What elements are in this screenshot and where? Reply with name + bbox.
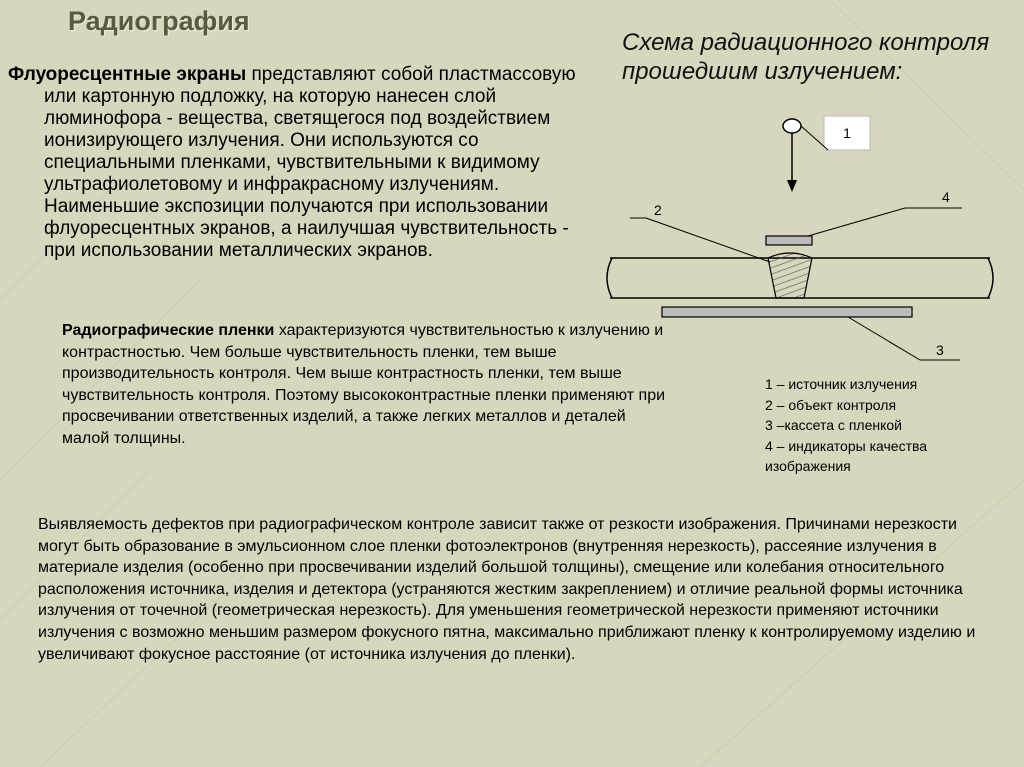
quality-indicator-plate — [766, 236, 812, 245]
leader-line-4 — [808, 208, 905, 236]
object-left-break — [607, 258, 612, 298]
arrow-head-icon — [787, 180, 797, 192]
paragraph-fluorescent-screens — [8, 64, 593, 262]
diagram-label-4: 4 — [942, 189, 950, 205]
legend-item: 2 – объект контроля — [765, 396, 897, 413]
leader-line-2 — [646, 218, 770, 262]
legend-item: 1 – источник излучения — [765, 376, 918, 392]
term-fluorescent-screens: Флуоресцентные экраны — [8, 64, 247, 85]
diagram-label-2: 2 — [654, 202, 662, 218]
leader-line-3 — [848, 317, 920, 360]
legend-item: 4 – индикаторы качества изображения — [765, 437, 928, 474]
term-radiographic-films: Радиографические пленки — [62, 322, 275, 339]
legend-item: 3 –кассета с пленкой — [765, 417, 902, 433]
weld-seam — [768, 253, 812, 298]
paragraph-1-text: представляют собой пластмассовую или картонную подложку, на которую нанесен слой люминофора - вещества, светящегося под воздействием ионизирующего излучения. Они используются со специальными пленками, чувствительными к видимому ультрафиолетовому и инфракрасному излучениям. Наименьшие экспозиции получаются при использовании флуоресцентных экранов, а наилучшая чувствительность - при использовании металлических экранов. — [44, 64, 576, 261]
object-right-break — [988, 258, 993, 298]
diagram-label-3: 3 — [936, 342, 944, 358]
diagram-label-1: 1 — [843, 125, 851, 141]
scheme-title: Схема радиационного контроля прошедшим излучением: — [622, 29, 990, 85]
paragraph-2-text: характеризуются чувствительностью к излучению и контрастностью. Чем больше чувствительность пленки, тем выше производительность контроля. Чем выше контрастность пленки, тем выше чувствительность контроля. Поэтому высококонтрастные пленки применяют при просвечивании ответственных изделий, а также легких металлов и деталей малой толщины. — [62, 322, 666, 447]
paragraph-sharpness: Выявляемость дефектов при радиографическом контроле зависит также от резкости изображения. Причинами нерезкости могут быть образование в эмульсионном слое пленки фотоэлектронов (внутренняя нерезкость), рассеяние излучения в материале изделия (особенно при просвечивании изделий большой толщины), смещение или колебания относительного расположения источника, изделия и детектора (устраняются жестким закреплением) и отличие реальной формы источника излучения от точечной (геометрическая нерезкость). Для уменьшения геометрической нерезкости применяют источники излучения с возможно меньшим размером фокусного пятна, максимально приближают пленку к контролируемому изделию и увеличивают фокусное расстояние (от источника излучения до пленки). — [38, 516, 976, 663]
diagram-legend — [765, 374, 1005, 477]
slide-title: Радиография — [68, 6, 250, 36]
radiation-control-diagram — [590, 110, 1010, 370]
film-cassette — [662, 307, 912, 317]
radiation-source-icon — [783, 119, 801, 133]
paragraph-radiographic-films — [62, 320, 677, 450]
